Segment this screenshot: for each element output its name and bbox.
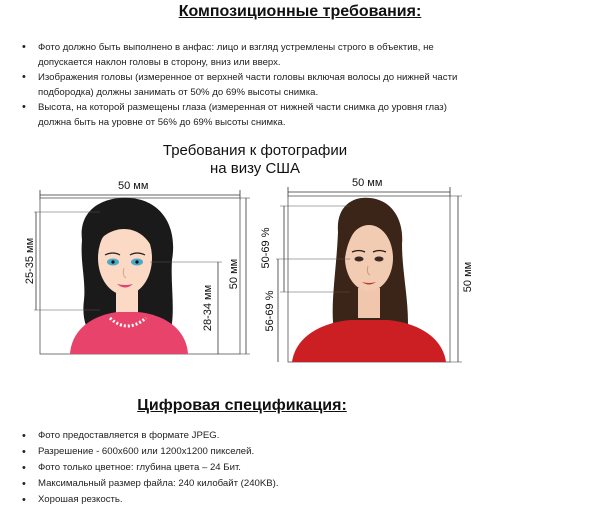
list-item: • Высота, на которой размещены глаза (измеренная от нижней части снимка до уровня глаз) должна быть на уровне от 56% до 69% высоты снимка. <box>18 100 478 130</box>
photo-title-line2: на визу США <box>209 160 301 177</box>
left-width-label: 50 мм <box>118 180 149 192</box>
list-item: • Фото предоставляется в формате JPEG. <box>18 428 438 444</box>
list-item: • Разрешение - 600х600 или 1200х1200 пикселей. <box>18 444 438 460</box>
left-eyes-label: 28-34 мм <box>202 284 214 332</box>
right-photo-diagram <box>276 187 462 362</box>
list-item: • Максимальный размер файла: 240 килобайт (240KB). <box>18 476 438 492</box>
list-item: • Хорошая резкость. <box>18 492 438 508</box>
list-item: • Фото только цветное: глубина цвета – 24 Бит. <box>18 460 438 476</box>
right-eye-left <box>355 257 364 262</box>
list-item: • Изображения головы (измеренное от верхней части головы включая волосы до нижней части подбородка) должны занимать от 50% до 69% высоты снимка. <box>18 70 478 100</box>
right-head-label: 50-69 % <box>260 227 272 269</box>
right-eyes-label: 56-69 % <box>264 290 276 332</box>
right-neck <box>358 288 380 318</box>
right-eye-right <box>375 257 384 262</box>
digital-list <box>18 428 438 508</box>
digital-heading: Цифровая спецификация: <box>137 397 347 414</box>
left-photo-diagram <box>34 190 250 354</box>
right-height-label: 50 мм <box>462 261 474 293</box>
list-item: • Фото должно быть выполнено в анфас: лицо и взгляд устремлены строго в объектив, не допускается наклон головы в сторону, вниз или вверх. <box>18 40 478 70</box>
right-width-label: 50 мм <box>352 177 383 189</box>
composition-heading: Композиционные требования: <box>178 3 422 20</box>
photo-title-line1: Требования к фотографии <box>162 142 348 159</box>
left-height-label: 50 мм <box>228 258 240 290</box>
left-head-label: 25-35 мм <box>24 237 36 285</box>
